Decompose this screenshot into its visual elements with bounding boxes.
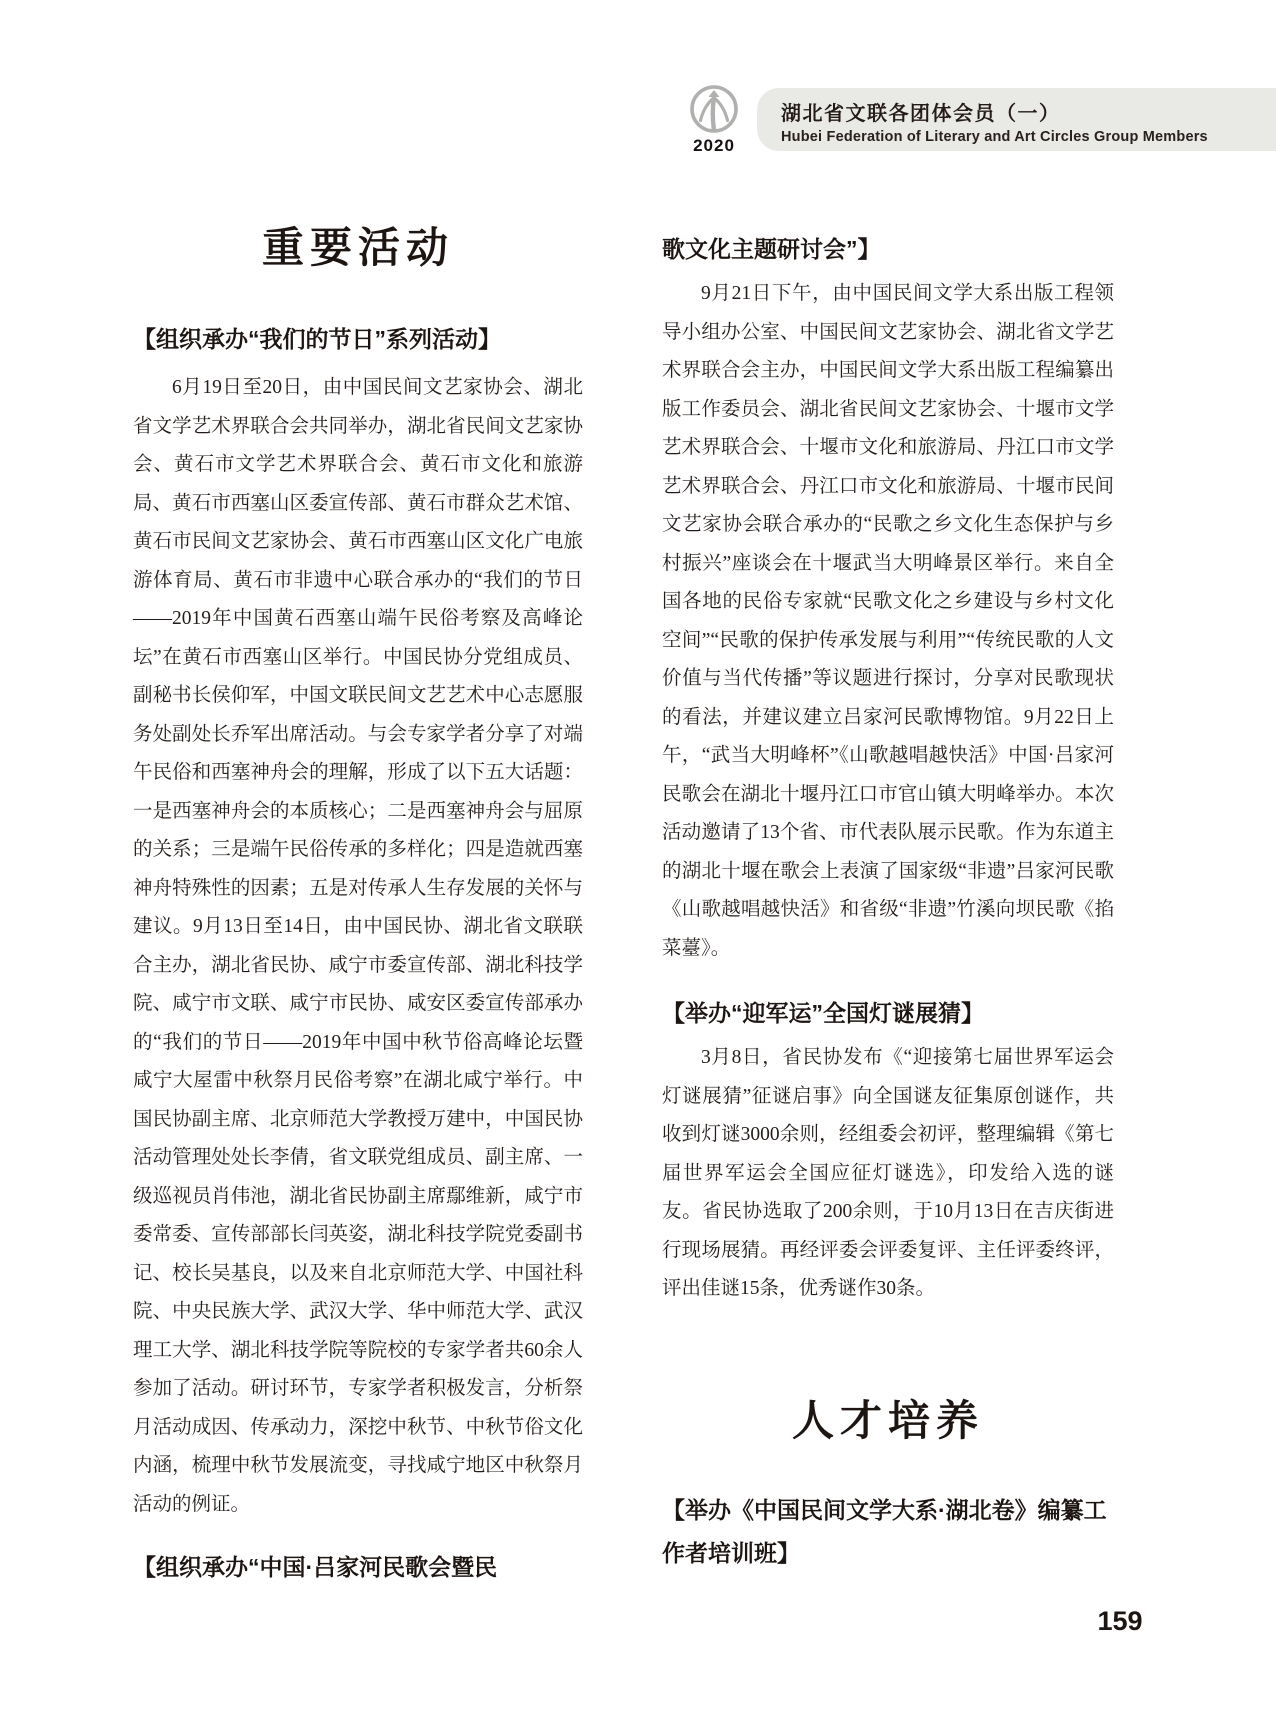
section-title-talent-training: 人才培养: [791, 1396, 984, 1444]
paragraph-lvjiahe-folk-song: 9月21日下午，由中国民间文学大系出版工程领导小组办公室、中国民间文艺家协会、湖北省文学艺术界联合会主办，中国民间文学大系出版工程编纂出版工作委员会、湖北省民间文艺家协会、十堰市文学艺术界联合会、十堰市文化和旅游局、丹江口市文学艺术界联合会、丹江口市文化和旅游局、十堰市民间文艺家协会联合承办的“民歌之乡文化生态保护与乡村振兴”座谈会在十堰武当大明峰景区举行。来自全国各地的民俗专家就“民歌文化之乡建设与乡村文化空间”“民歌的保护传承发展与利用”“传统民歌的人文价值与当代传播”等议题进行探讨，分享对民歌现状的看法，并建议建立吕家河民歌博物馆。9月22日上午，“武当大明峰杯”《山歌越唱越快活》中国·吕家河民歌会在湖北十堰丹江口市官山镇大明峰举办。本次活动邀请了13个省、市代表队展示民歌。作为东道主的湖北十堰在歌会上表演了国家级“非遗”吕家河民歌《山歌越唱越快活》和省级“非遗”竹溪向坝民歌《掐菜薹》。: [662, 283, 1114, 959]
paragraph-lantern-riddle-exhibition: 3月8日，省民协发布《“迎接第七届世界军运会灯谜展猜”征谜启事》向全国谜友征集原创谜作，共收到灯谜3000余则，经组委会初评，整理编辑《第七届世界军运会全国应征灯谜选》，印发给入选的谜友。省民协选取了200余则，于10月13日在吉庆街进行现场展猜。再经评委会评委复评、主任评委终评，评出佳谜15条，优秀谜作30条。: [662, 1047, 1114, 1299]
right-column: [662, 222, 1114, 1575]
heading-lantern-riddle-exhibition: 【举办“迎军运”全国灯谜展猜】: [662, 1000, 984, 1026]
header-title-zh: 湖北省文联各团体会员（一）: [781, 103, 1061, 125]
logo-year: 2020: [693, 136, 735, 155]
header-title-en: Hubei Federation of Literary and Art Circles Group Members: [781, 129, 1208, 145]
heading-editor-training-class: 【举办《中国民间文学大系·湖北卷》编纂工作者培训班】: [662, 1496, 1107, 1566]
federation-logo: [686, 83, 742, 156]
paragraph-our-festivals-series: 6月19日至20日，由中国民间文艺家协会、湖北省文学艺术界联合会共同举办，湖北省民间文艺家协会、黄石市文学艺术界联合会、黄石市文化和旅游局、黄石市西塞山区委宣传部、黄石市群众艺术馆、黄石市民间文艺家协会、黄石市西塞山区文化广电旅游体育局、黄石市非遗中心联合承办的“我们的节日——2019年中国黄石西塞山端午民俗考察及高峰论坛”在黄石市西塞山区举行。中国民协分党组成员、副秘书长侯仰军，中国文联民间文艺艺术中心志愿服务处副处长乔军出席活动。与会专家学者分享了对端午民俗和西塞神舟会的理解，形成了以下五大话题：一是西塞神舟会的本质核心；二是西塞神舟会与屈原的关系；三是端午民俗传承的多样化；四是造就西塞神舟特殊性的因素；五是对传承人生存发展的关怀与建议。9月13日至14日，由中国民协、湖北省文联联合主办，湖北省民协、咸宁市委宣传部、湖北科技学院、咸宁市文联、咸宁市民协、咸安区委宣传部承办的“我们的节日——2019年中国中秋节俗高峰论坛暨咸宁大屋雷中秋祭月民俗考察”在湖北咸宁举行。中国民协副主席、北京师范大学教授万建中，中国民协活动管理处处长李倩，省文联党组成员、副主席、一级巡视员肖伟池，湖北省民协副主席鄢维新，咸宁市委常委、宣传部部长闫英姿，湖北科技学院党委副书记、校长吴基良，以及来自北京师范大学、中国社科院、中央民族大学、武汉大学、华中师范大学、武汉理工大学、湖北科技学院等院校的专家学者共60余人参加了活动。研讨环节，专家学者积极发言，分析祭月活动成因、传承动力，深挖中秋节、中秋节俗文化内涵，梳理中秋节发展流变，寻找咸宁地区中秋祭月活动的例证。: [133, 377, 583, 1515]
heading-lvjiahe-folk-song-part1: 【组织承办“中国·吕家河民歌会暨民: [133, 1554, 498, 1580]
page-number: 159: [1097, 1606, 1143, 1636]
heading-lvjiahe-folk-song-part2: 歌文化主题研讨会”】: [662, 236, 881, 262]
heading-our-festivals-series: 【组织承办“我们的节日”系列活动】: [133, 326, 501, 352]
header-band: [757, 88, 1276, 151]
section-title-important-activities: 重要活动: [261, 224, 454, 271]
left-column: [133, 222, 583, 1584]
federation-emblem-icon: [688, 83, 740, 135]
